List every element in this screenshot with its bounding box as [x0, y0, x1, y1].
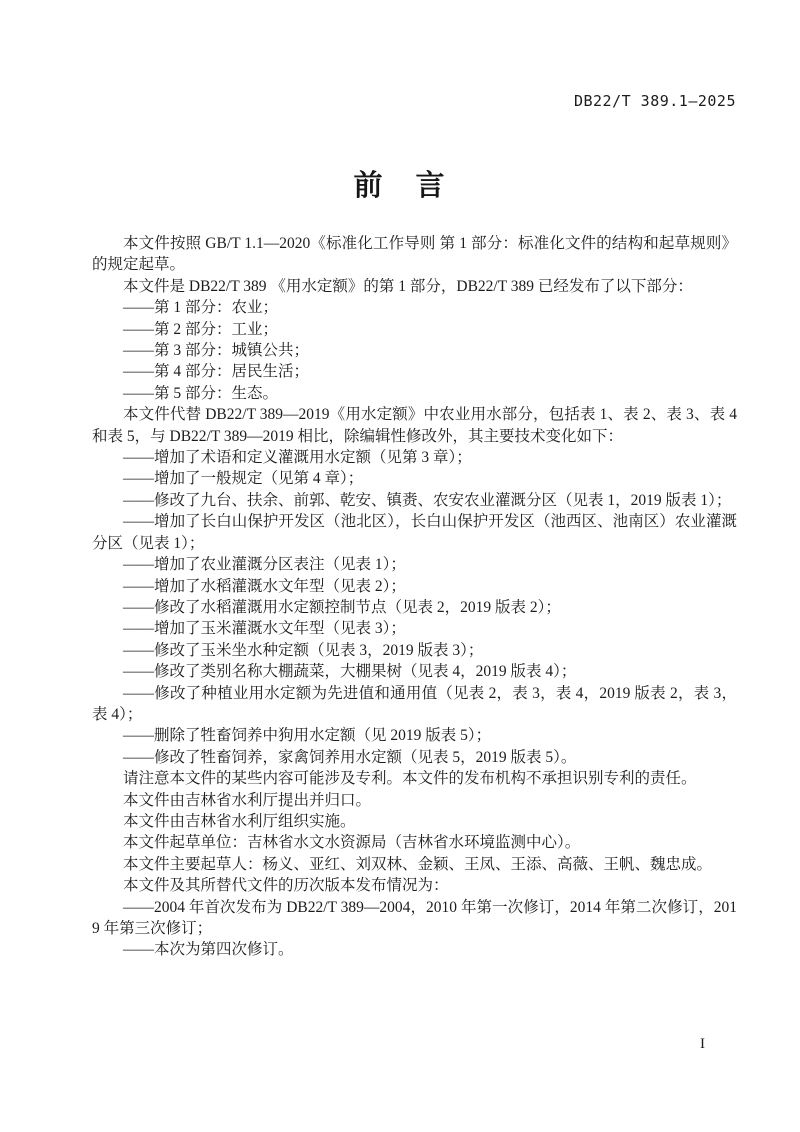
- foreword-paragraph: ——修改了九台、扶余、前郭、乾安、镇赉、农安农业灌溉分区（见表 1，2019 版表 1）；: [123, 491, 732, 509]
- foreword-paragraph: 本文件代替 DB22/T 389—2019《用水定额》中农业用水部分，包括表 1、表 2、表 3、表 4 和表 5，与 DB22/T 389—2019 相比，除编辑性修改外，其主要技术变化如下：: [92, 406, 737, 445]
- foreword-paragraph: ——本次为第四次修订。: [123, 941, 294, 959]
- foreword-paragraph: ——2004 年首次发布为 DB22/T 389—2004，2010 年第一次修订，2014 年第二次修订，2019 年第三次修订；: [92, 898, 737, 937]
- foreword-paragraph: 本文件由吉林省水利厅提出并归口。: [123, 791, 372, 809]
- foreword-paragraph: ——修改了牲畜饲养，家禽饲养用水定额（见表 5，2019 版表 5）。: [123, 748, 577, 766]
- foreword-paragraph: 本文件按照 GB/T 1.1—2020《标准化工作导则 第 1 部分：标准化文件的结构和起草规则》的规定起草。: [92, 235, 737, 274]
- foreword-paragraph: 本文件由吉林省水利厅组织实施。: [123, 812, 356, 830]
- foreword-paragraph: ——增加了长白山保护开发区（池北区），长白山保护开发区（池西区、池南区）农业灌溉分区（见表 1）；: [92, 513, 737, 552]
- foreword-paragraph: 本文件是 DB22/T 389 《用水定额》的第 1 部分，DB22/T 389 已经发布了以下部分：: [123, 277, 693, 295]
- foreword-body: [92, 233, 737, 961]
- foreword-paragraph: 本文件及其所替代文件的历次版本发布情况为：: [123, 877, 449, 895]
- foreword-paragraph: ——第 3 部分：城镇公共；: [123, 342, 310, 360]
- foreword-paragraph: ——修改了种植业用水定额为先进值和通用值（见表 2，表 3，表 4，2019 版表 2，表 3，表 4）；: [92, 684, 737, 723]
- foreword-paragraph: ——第 2 部分：工业；: [123, 320, 279, 338]
- foreword-paragraph: ——增加了农业灌溉分区表注（见表 1）；: [123, 556, 406, 574]
- foreword-paragraph: ——增加了一般规定（见第 4 章）；: [123, 470, 364, 488]
- foreword-paragraph: ——增加了水稻灌溉水文年型（见表 2）；: [123, 577, 406, 595]
- page-title: 前 言: [353, 170, 447, 202]
- foreword-paragraph: 本文件起草单位：吉林省水文水资源局（吉林省水环境监测中心）。: [123, 834, 581, 852]
- foreword-paragraph: 本文件主要起草人：杨义、亚红、刘双林、金颖、王凤、王添、高薇、王帆、魏忠成。: [123, 855, 713, 873]
- foreword-paragraph: ——修改了水稻灌溉用水定额控制节点（见表 2，2019 版表 2）；: [123, 598, 561, 616]
- page-number: I: [700, 1036, 705, 1052]
- foreword-paragraph: ——第 4 部分：居民生活；: [123, 363, 310, 381]
- foreword-paragraph: 请注意本文件的某些内容可能涉及专利。本文件的发布机构不承担识别专利的责任。: [123, 770, 697, 788]
- foreword-paragraph: ——删除了牲畜饲养中狗用水定额（见 2019 版表 5）；: [123, 727, 492, 745]
- foreword-paragraph: ——第 5 部分：生态。: [123, 384, 279, 402]
- foreword-paragraph: ——增加了玉米灌溉水文年型（见表 3）；: [123, 620, 406, 638]
- foreword-paragraph: ——修改了类别名称大棚蔬菜，大棚果树（见表 4，2019 版表 4）；: [123, 663, 577, 681]
- foreword-paragraph: ——第 1 部分：农业；: [123, 299, 279, 317]
- foreword-paragraph: ——增加了术语和定义灌溉用水定额（见第 3 章）；: [123, 449, 472, 467]
- foreword-paragraph: ——修改了玉米坐水种定额（见表 3，2019 版表 3）；: [123, 641, 484, 659]
- doc-number: DB22/T 389.1—2025: [573, 92, 736, 110]
